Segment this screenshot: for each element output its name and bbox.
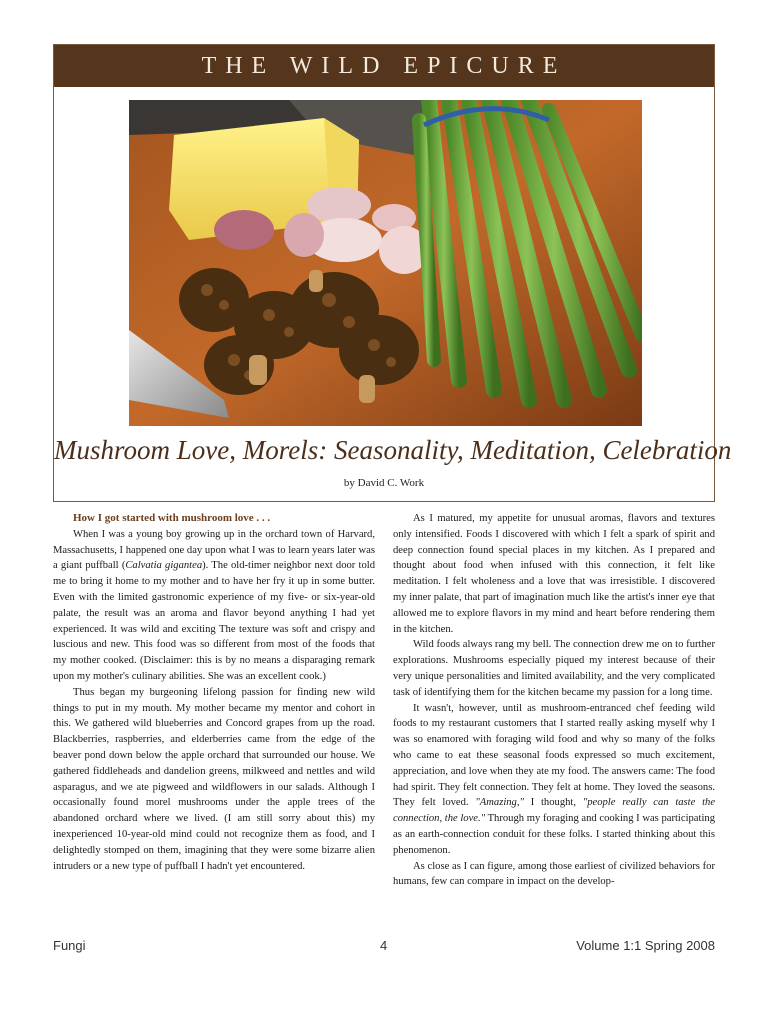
paragraph: Wild foods always rang my bell. The connection drew me on to further explorations. Mushrooms especially piqued my interest because of their very unique personalities and limited availability, and the very complicated task of identifying them for the kitchen became my passion for a long time. — [393, 639, 715, 698]
paragraph: It wasn't, however, until as mushroom-entranced chef feeding wild foods to my restaurant customers that I started really asking myself why I was so enamored with foraging wild food and why so many of the folks who came to eat these seasonal foods expressed so much excitement, appreciation, and love when they ate my food. The answers came: The food had spirit. They felt connection. They felt at home. They loved the seasons. They felt loved. "Amazing," I thought, "people really can taste the connection, the love." Through my foraging and cooking I was participating as an earth-connection conduit for these folks. I started thinking about this phenomenon. — [393, 702, 716, 856]
article-column-right — [393, 511, 715, 890]
quote: "Amazing," — [475, 797, 524, 809]
quote: "people really can taste the connection, the love." — [393, 797, 716, 825]
food-photo-icon — [129, 100, 642, 426]
paragraph: As I matured, my appetite for unusual aromas, flavors and textures only intensified. Foods I discovered with which I felt a spark of spirit and deep connection found special places in my kitchen. As I prepared and thought about food when infused with this connection, it felt like meditation. I felt wholeness and a love that was irresistible. I discovered my inner palate, that part of imagination much like the artist's inner eye that allowed me to explore flavors in my mind and heart before rendering them in the kitchen. — [393, 513, 715, 635]
paragraph: Thus began my burgeoning lifelong passion for finding new wild things to put in my mouth. My mother became my mentor and cohort in this. We gathered wild blueberries and Concord grapes from up the road. Blackberries, raspberries, and elderberries came from the edge of the beaver pond down below the apple orchard that surrounded our house. We gathered fiddleheads and dandelion greens, milkweed and nettles and wild asparagus, and we ate pigweed and wildflowers in our salads. Although I occasionally found morel mushrooms under the apple trees of the abandoned orchard where we lived. (I am still sorry about this) my inexperienced 10-year-old mind could not recognize them as food, and I delightedly stomped on them, imagining that they were some bizarre alien intruders or a new type of puffball I hadn't yet encountered. — [53, 686, 375, 872]
article-column-left — [53, 511, 375, 874]
footer-publication: Fungi — [53, 938, 86, 953]
article-title: Mushroom Love, Morels: Seasonality, Meditation, Celebration — [54, 435, 732, 465]
footer-issue: Volume 1:1 Spring 2008 — [576, 938, 715, 953]
feature-frame — [53, 44, 732, 502]
footer-page-number: 4 — [380, 938, 388, 953]
article-byline: by David C. Work — [343, 477, 425, 489]
section-heading: How I got started with mushroom love . . . — [73, 512, 271, 524]
paragraph: As close as I can figure, among those earliest of civilized behaviors for humans, few can compare in impact on the develop- — [393, 860, 715, 888]
species-name: Calvatia gigantea — [125, 560, 203, 572]
paragraph: When I was a young boy growing up in the orchard town of Harvard, Massachusetts, I happened one day upon what I was to learn years later was a giant puffball (Calvatia gigantea). The old-timer neighbor next door told me to bring it home to my mother and to have her fry it up in some butter. Even with the limited gastronomic experience of my five- or six-year-old palate, the result was an aroma and flavor beyond anything I had yet experienced. It was wild and exciting The texture was soft and crispy and luscious and new. This food was so different from most of the foods that my mother cooked. (Disclaimer: this is by no means a disparaging remark upon my mother's culinary abilities. She was an excellent cook.) — [53, 528, 375, 682]
column-banner: THE WILD EPICURE — [54, 45, 714, 87]
